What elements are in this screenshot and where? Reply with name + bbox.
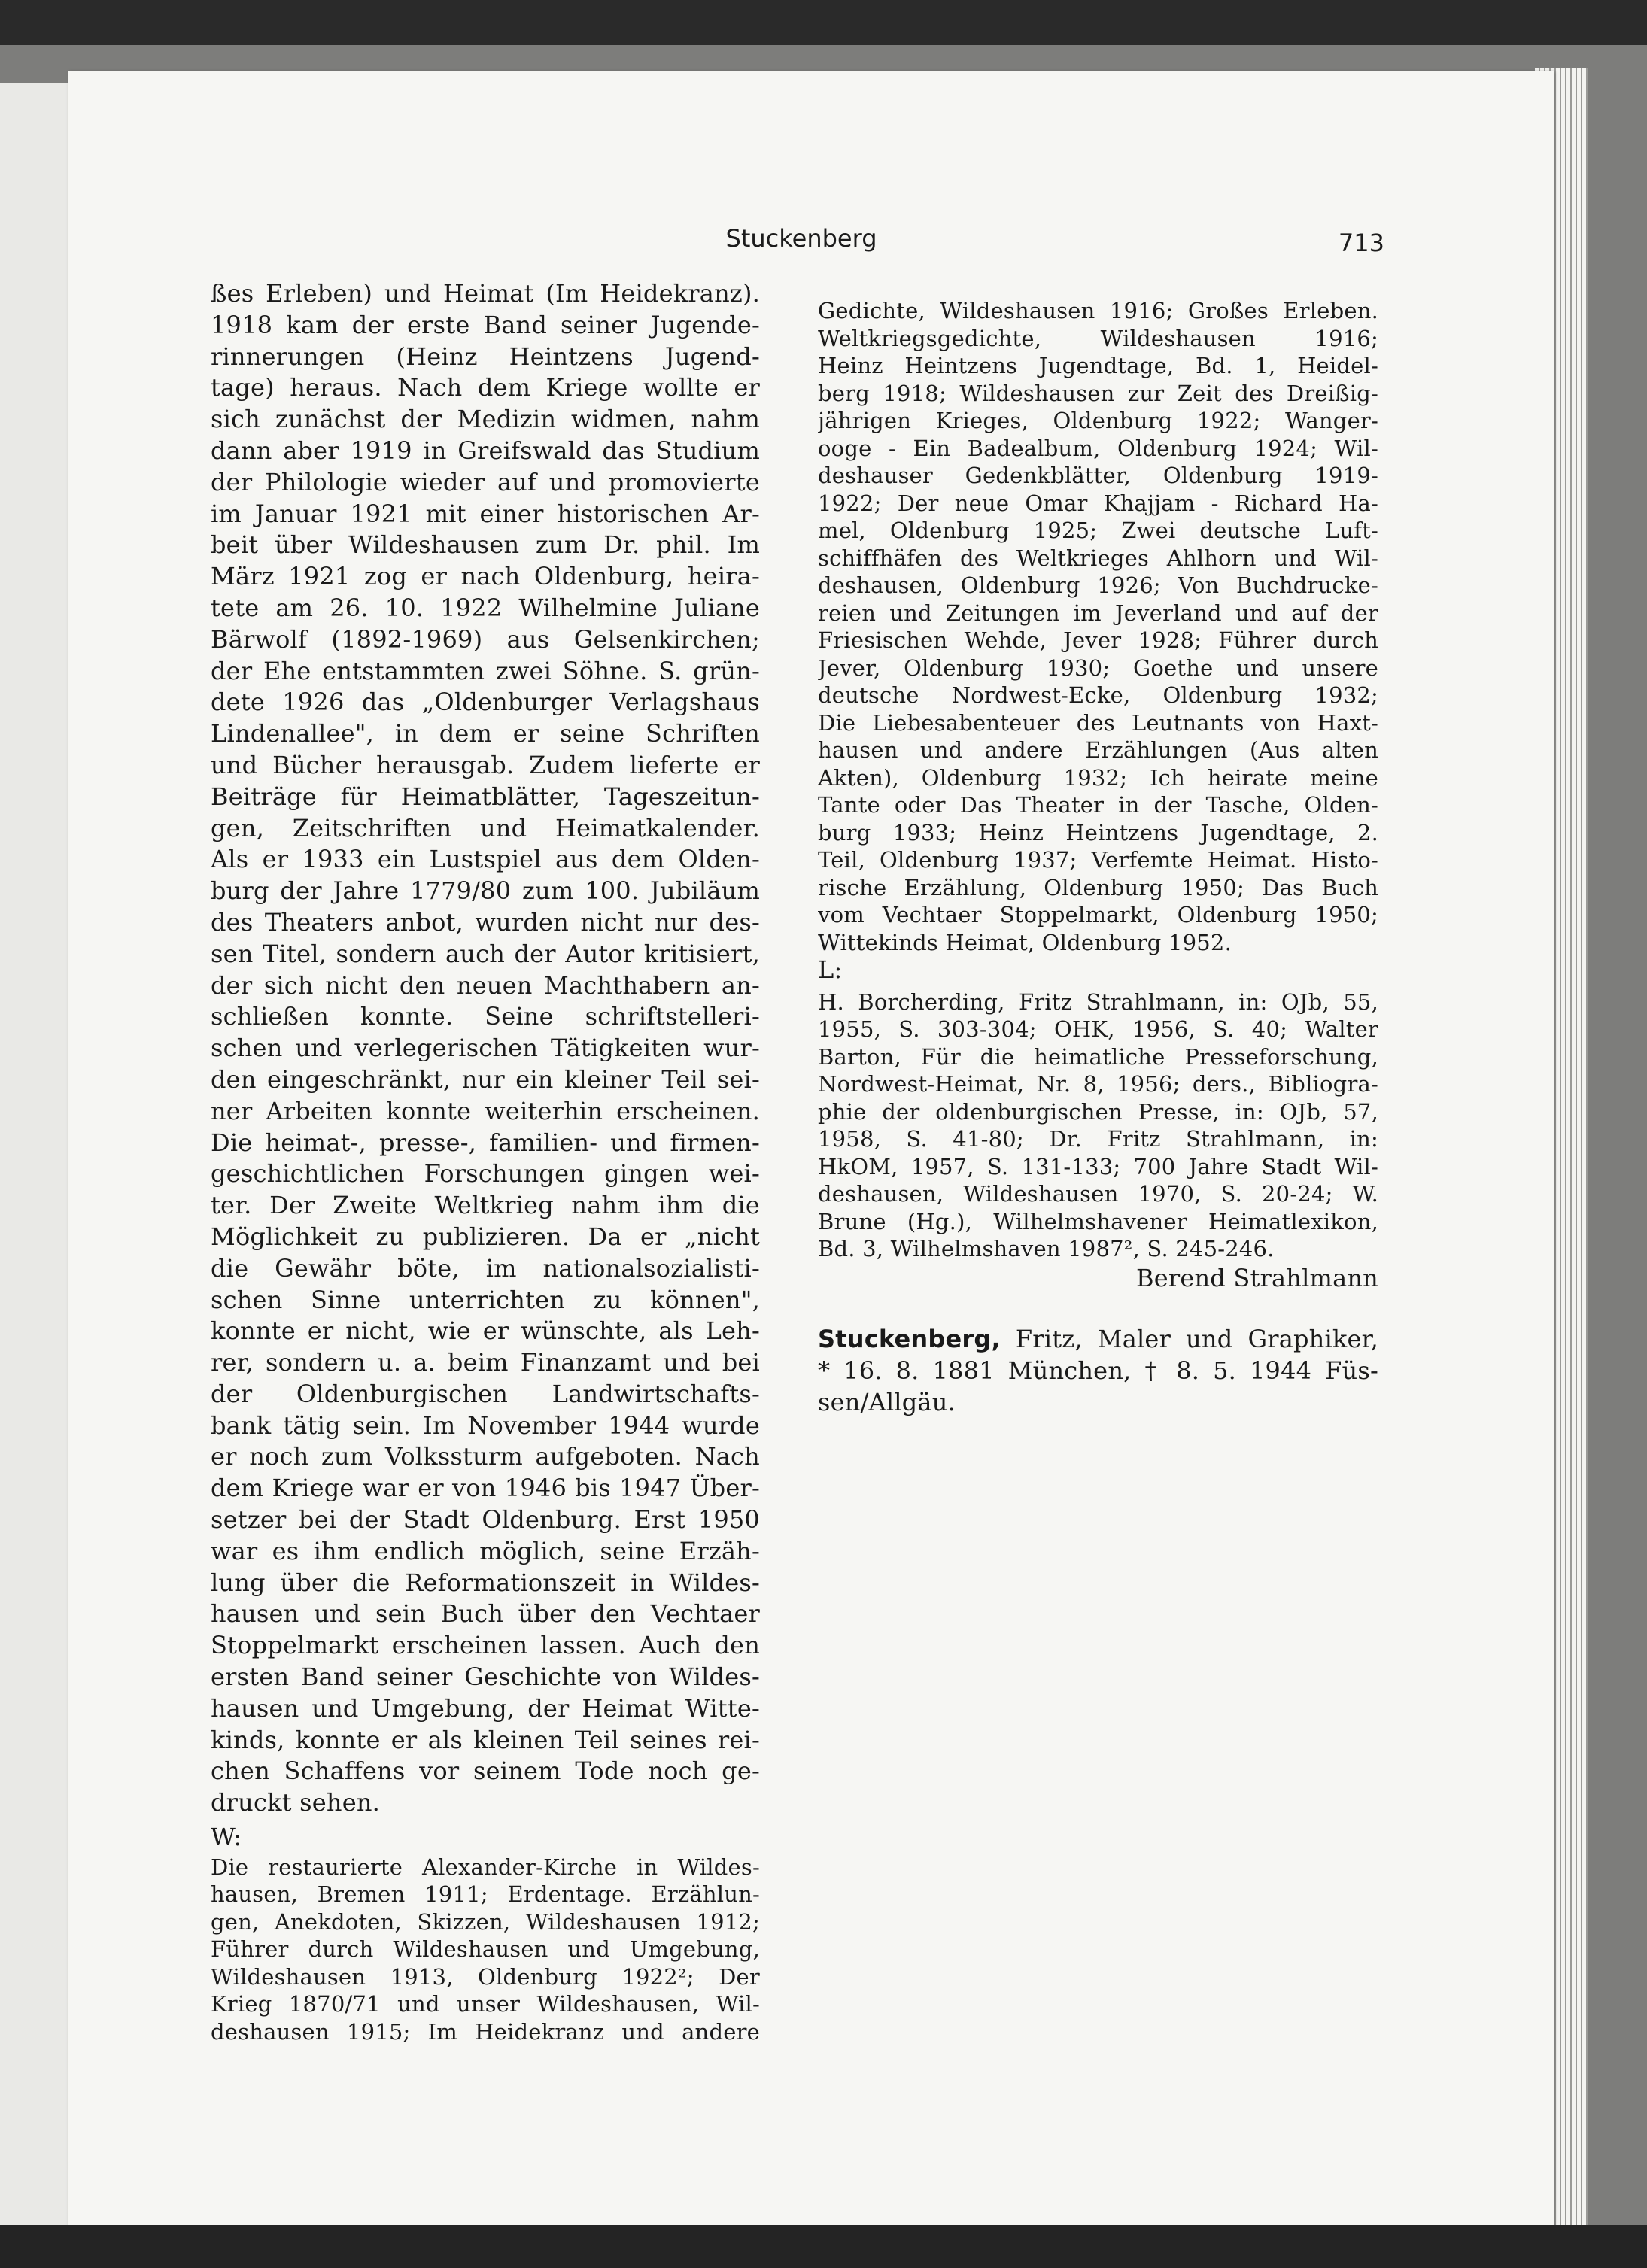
- text-line: reien und Zeitungen im Jeverland und auf der: [818, 600, 1378, 626]
- text-line: der Ehe entstammten zwei Söhne. S. grün-: [211, 656, 760, 685]
- next-entry: [818, 1324, 1378, 1418]
- text-line: schließen konnte. Seine schriftstelleri-: [211, 1002, 760, 1031]
- text-line: dete 1926 das „Oldenburger Verlagshaus: [211, 688, 760, 717]
- text-line: kinds, konnte er als kleinen Teil seines rei-: [211, 1725, 760, 1754]
- text-line: Stoppelmarkt erscheinen lassen. Auch den: [211, 1631, 760, 1660]
- text-line: tete am 26. 10. 1922 Wilhelmine Juliane: [211, 593, 760, 622]
- text-line: sich zunächst der Medizin widmen, nahm: [211, 405, 760, 434]
- text-line: er noch zum Volkssturm aufgeboten. Nach: [211, 1442, 760, 1471]
- text-line: hausen und sein Buch über den Vechtaer: [211, 1599, 760, 1629]
- text-line: Bärwolf (1892-1969) aus Gelsenkirchen;: [211, 624, 760, 654]
- text-line: Lindenallee", in dem er seine Schriften: [211, 719, 760, 748]
- text-line: chen Schaffens vor seinem Tode noch ge-: [211, 1756, 760, 1786]
- text-line: phie der oldenburgischen Presse, in: OJb, 57,: [818, 1098, 1378, 1125]
- text-line: H. Borcherding, Fritz Strahlmann, in: OJb, 55,: [818, 988, 1378, 1015]
- text-line: den eingeschränkt, nur ein kleiner Teil sei-: [211, 1064, 760, 1094]
- text-line: setzer bei der Stadt Oldenburg. Erst 1950: [211, 1505, 760, 1535]
- works-label: W:: [211, 1823, 242, 1852]
- text-line: deshausen 1915; Im Heidekranz und andere: [211, 2018, 760, 2045]
- text-line: gen, Anekdoten, Skizzen, Wildeshausen 1912;: [211, 1908, 760, 1935]
- text-line: Wildeshausen 1913, Oldenburg 1922²; Der: [211, 1963, 760, 1990]
- text-line: Wittekinds Heimat, Oldenburg 1952.: [818, 929, 1232, 955]
- facing-page-edge: [0, 83, 71, 2230]
- text-line: Führer durch Wildeshausen und Umgebung,: [211, 1936, 760, 1963]
- text-line: hausen, Bremen 1911; Erdentage. Erzählun-: [211, 1881, 760, 1908]
- text-line: Gedichte, Wildeshausen 1916; Großes Erleben.: [818, 298, 1378, 323]
- text-line: sen Titel, sondern auch der Autor kritisiert,: [211, 939, 760, 968]
- text-line: hausen und andere Erzählungen (Aus alten: [818, 737, 1378, 763]
- text-line: ooge - Ein Badealbum, Oldenburg 1924; Wil-: [818, 435, 1378, 461]
- text-line: burg der Jahre 1779/80 zum 100. Jubiläum: [211, 876, 760, 906]
- works-list-continued: [818, 297, 1378, 956]
- next-entry-description: Fritz, Maler und Graphiker,: [1000, 1325, 1378, 1354]
- text-line: deshauser Gedenkblätter, Oldenburg 1919-: [818, 463, 1378, 488]
- text-line: Die heimat-, presse-, familien- und firmen-: [211, 1128, 760, 1157]
- text-line: konnte er nicht, wie er wünschte, als Leh-: [211, 1316, 760, 1346]
- text-line: 1958, S. 41-80; Dr. Fritz Strahlmann, in:: [818, 1126, 1378, 1152]
- text-line: Nordwest-Heimat, Nr. 8, 1956; ders., Bibliogra-: [818, 1071, 1378, 1097]
- text-line: März 1921 zog er nach Oldenburg, heira-: [211, 562, 760, 591]
- text-line: 1955, S. 303-304; OHK, 1956, S. 40; Walter: [818, 1016, 1378, 1042]
- text-line: Friesischen Wehde, Jever 1928; Führer durch: [818, 627, 1378, 653]
- text-line: und Bücher herausgab. Zudem lieferte er: [211, 750, 760, 779]
- next-entry-name: Stuckenberg,: [818, 1325, 1001, 1354]
- text-line: bank tätig sein. Im November 1944 wurde: [211, 1410, 760, 1440]
- text-line: schen und verlegerischen Tätigkeiten wur-: [211, 1034, 760, 1063]
- text-line: die Gewähr böte, im nationalsozialisti-: [211, 1253, 760, 1283]
- text-line: rische Erzählung, Oldenburg 1950; Das Buch: [818, 874, 1378, 900]
- text-line: ßes Erleben) und Heimat (Im Heidekranz).: [211, 279, 760, 308]
- text-line: geschichtlichen Forschungen gingen wei-: [211, 1159, 760, 1189]
- text-line: deshausen, Oldenburg 1926; Von Buchdrucke-: [818, 572, 1378, 598]
- text-line: rer, sondern u. a. beim Finanzamt und bei: [211, 1348, 760, 1377]
- text-line: 1918 kam der erste Band seiner Jugende-: [211, 310, 760, 339]
- next-entry-line-3: sen/Allgäu.: [818, 1387, 956, 1416]
- text-line: vom Vechtaer Stoppelmarkt, Oldenburg 1950;: [818, 902, 1378, 928]
- text-line: Bd. 3, Wilhelmshaven 1987², S. 245-246.: [818, 1236, 1275, 1262]
- text-line: beit über Wildeshausen zum Dr. phil. Im: [211, 530, 760, 560]
- text-line: rinnerungen (Heinz Heintzens Jugend-: [211, 342, 760, 371]
- text-line: Als er 1933 ein Lustspiel aus dem Olden-: [211, 845, 760, 874]
- text-line: druckt sehen.: [211, 1788, 381, 1817]
- text-line: HkOM, 1957, S. 131-133; 700 Jahre Stadt Wil-: [818, 1153, 1378, 1180]
- scanner-top-edge: [0, 0, 1647, 45]
- text-line: dann aber 1919 in Greifswald das Studium: [211, 436, 760, 465]
- text-line: Möglichkeit zu publizieren. Da er „nicht: [211, 1222, 760, 1251]
- text-line: berg 1918; Wildeshausen zur Zeit des Dreißig-: [818, 380, 1378, 406]
- scanner-bottom-edge: [0, 2225, 1647, 2268]
- biography-text: [211, 278, 760, 1819]
- text-line: ner Arbeiten konnte weiterhin erscheinen.: [211, 1096, 760, 1125]
- next-entry-line-1: [818, 1324, 1378, 1356]
- article-author: Berend Strahlmann: [1136, 1263, 1378, 1292]
- text-line: hausen und Umgebung, der Heimat Witte-: [211, 1693, 760, 1723]
- works-list: [211, 1854, 760, 2046]
- text-line: schen Sinne unterrichten zu können",: [211, 1285, 760, 1314]
- text-line: lung über die Reformationszeit in Wildes-: [211, 1568, 760, 1597]
- text-line: Jever, Oldenburg 1930; Goethe und unsere: [818, 654, 1378, 681]
- running-header-title: Stuckenberg: [725, 224, 877, 253]
- text-line: 1922; Der neue Omar Khajjam - Richard Ha-: [818, 490, 1378, 516]
- text-line: ersten Band seiner Geschichte von Wildes-: [211, 1662, 760, 1692]
- text-line: schiffhäfen des Weltkrieges Ahlhorn und Wil-: [818, 545, 1378, 571]
- text-line: Die Liebesabenteuer des Leutnants von Haxt-: [818, 709, 1378, 736]
- text-line: burg 1933; Heinz Heintzens Jugendtage, 2.: [818, 819, 1378, 846]
- text-line: des Theaters anbot, wurden nicht nur des-: [211, 907, 760, 937]
- text-line: Beiträge für Heimatblätter, Tageszeitun-: [211, 782, 760, 811]
- right-column: [818, 297, 1378, 1419]
- text-line: der sich nicht den neuen Machthabern an-: [211, 970, 760, 1000]
- text-line: ter. Der Zweite Weltkrieg nahm ihm die: [211, 1191, 760, 1220]
- next-entry-line-2: * 16. 8. 1881 München, † 8. 5. 1944 Füs-: [818, 1356, 1378, 1386]
- text-line: Brune (Hg.), Wilhelmshavener Heimatlexikon,: [818, 1208, 1378, 1234]
- text-line: Teil, Oldenburg 1937; Verfemte Heimat. Histo-: [818, 847, 1378, 873]
- text-line: gen, Zeitschriften und Heimatkalender.: [211, 813, 760, 843]
- text-line: mel, Oldenburg 1925; Zwei deutsche Luft-: [818, 518, 1378, 543]
- text-line: Tante oder Das Theater in der Tasche, Olden-: [818, 792, 1378, 818]
- text-line: dem Kriege war er von 1946 bis 1947 Über-: [211, 1474, 760, 1503]
- text-line: Weltkriegsgedichte, Wildeshausen 1916;: [818, 325, 1378, 351]
- text-line: tage) heraus. Nach dem Kriege wollte er: [211, 373, 760, 402]
- text-line: der Oldenburgischen Landwirtschafts-: [211, 1379, 760, 1408]
- literature-list: [818, 988, 1378, 1263]
- text-line: deshausen, Wildeshausen 1970, S. 20-24; W.: [818, 1181, 1378, 1207]
- literature-label: L:: [818, 956, 843, 984]
- text-line: deutsche Nordwest-Ecke, Oldenburg 1932;: [818, 682, 1378, 708]
- text-line: Akten), Oldenburg 1932; Ich heirate meine: [818, 764, 1378, 791]
- text-line: war es ihm endlich möglich, seine Erzäh-: [211, 1536, 760, 1565]
- text-line: Krieg 1870/71 und unser Wildeshausen, Wil-: [211, 1991, 760, 2018]
- text-line: der Philologie wieder auf und promovierte: [211, 467, 760, 496]
- text-line: jährigen Krieges, Oldenburg 1922; Wanger-: [818, 408, 1378, 433]
- text-line: Die restaurierte Alexander-Kirche in Wildes-: [211, 1854, 760, 1880]
- left-column: [211, 278, 760, 2045]
- page-number: 713: [1338, 229, 1384, 257]
- text-line: im Januar 1921 mit einer historischen Ar-: [211, 499, 760, 528]
- text-line: Heinz Heintzens Jugendtage, Bd. 1, Heidel-: [818, 353, 1378, 378]
- text-line: Barton, Für die heimatliche Presseforschung,: [818, 1043, 1378, 1070]
